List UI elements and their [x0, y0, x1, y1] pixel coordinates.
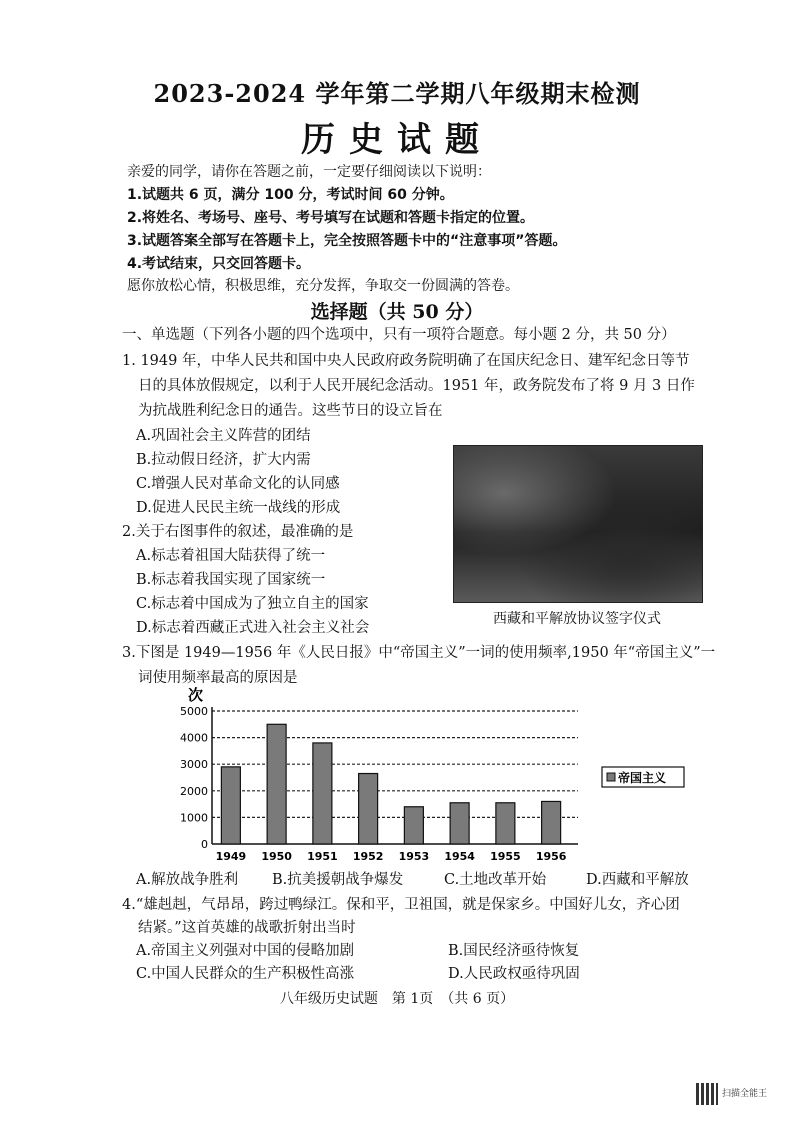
q3-option-a[interactable]: A.解放战争胜利	[136, 872, 239, 888]
q1-stem-line-2: 日的具体放假规定，以利于人民开展纪念活动。1951 年，政务院发布了将 9 月 3 日作	[138, 378, 695, 394]
y-tick-label: 4000	[180, 731, 208, 745]
q3-option-d[interactable]: D.西藏和平解放	[586, 872, 689, 888]
bar	[267, 724, 286, 844]
bar	[404, 807, 423, 844]
tibet-signing-photo	[453, 445, 703, 603]
q2-option-a[interactable]: A.标志着祖国大陆获得了统一	[136, 548, 326, 564]
page-footer: 八年级历史试题 第 1页 （共 6 页）	[279, 991, 515, 1007]
q4-option-a[interactable]: A.帝国主义列强对中国的侵略加剧	[136, 943, 355, 959]
instruction-1: 1.试题共 6 页，满分 100 分，考试时间 60 分钟。	[127, 187, 454, 203]
q1-stem-line-3: 为抗战胜利纪念日的通告。这些节日的设立旨在	[138, 403, 443, 419]
x-tick-label: 1952	[352, 850, 384, 863]
q3-stem-line-1: 3.下图是 1949—1956 年《人民日报》中“帝国主义”一词的使用频率,1950 年“帝国主义”一	[122, 645, 716, 661]
y-tick-label: 1000	[180, 811, 208, 825]
q1-option-d[interactable]: D.促进人民民主统一战线的形成	[136, 500, 341, 516]
y-tick-label: 0	[201, 838, 208, 851]
y-axis-label: 次	[188, 686, 204, 704]
qr-code-icon	[696, 1083, 718, 1105]
q4-stem-line-1: 4.“雄赳赳，气昂昂，跨过鸭绿江。保和平，卫祖国，就是保家乡。中国好儿女，齐心团	[122, 897, 680, 913]
section-part-heading: 一、单选题（下列各小题的四个选项中，只有一项符合题意。每小题 2 分，共 50 分）	[122, 327, 676, 343]
q2-option-d[interactable]: D.标志着西藏正式进入社会主义社会	[136, 620, 370, 636]
scanner-watermark: 扫描全能王	[722, 1089, 768, 1099]
instruction-4: 4.考试结束，只交回答题卡。	[127, 256, 311, 272]
exam-title: 2023-2024 学年第二学期八年级期末检测	[153, 79, 641, 108]
y-tick-label: 5000	[180, 705, 208, 718]
q3-option-b[interactable]: B.抗美援朝战争爆发	[272, 872, 404, 888]
y-tick-label: 2000	[180, 784, 208, 798]
photo-caption: 西藏和平解放协议签字仪式	[493, 611, 661, 627]
subject-title: 历史试题	[301, 120, 493, 160]
instruction-2: 2.将姓名、考场号、座号、考号填写在试题和答题卡指定的位置。	[127, 210, 535, 226]
q1-stem-line-1: 1. 1949 年，中华人民共和国中央人民政府政务院明确了在国庆纪念日、建军纪念日等节	[122, 353, 690, 369]
q4-option-d[interactable]: D.人民政权亟待巩固	[448, 966, 580, 982]
q2-option-b[interactable]: B.标志着我国实现了国家统一	[136, 572, 326, 588]
usage-frequency-chart	[170, 680, 700, 870]
x-tick-label: 1951	[307, 850, 338, 863]
q2-stem: 2.关于右图事件的叙述，最准确的是	[122, 524, 354, 540]
x-tick-label: 1954	[444, 850, 475, 863]
bar	[359, 774, 378, 844]
bar	[221, 767, 240, 844]
y-tick-label: 3000	[180, 758, 208, 772]
bar	[450, 803, 469, 844]
q4-option-b[interactable]: B.国民经济亟待恢复	[448, 943, 580, 959]
legend-label: 帝国主义	[618, 771, 667, 785]
q1-option-c[interactable]: C.增强人民对革命文化的认同感	[136, 476, 340, 492]
q1-option-b[interactable]: B.拉动假日经济，扩大内需	[136, 452, 311, 468]
instruction-3: 3.试题答案全部写在答题卡上，完全按照答题卡中的“注意事项”答题。	[127, 233, 567, 249]
q1-option-a[interactable]: A.巩固社会主义阵营的团结	[136, 428, 311, 444]
bar	[313, 743, 332, 844]
x-tick-label: 1953	[398, 850, 430, 863]
instruction-closing: 愿你放松心情，积极思维，充分发挥，争取交一份圆满的答卷。	[127, 278, 519, 294]
x-tick-label: 1949	[215, 850, 247, 863]
section-title: 选择题（共 50 分）	[310, 301, 484, 323]
q4-option-c[interactable]: C.中国人民群众的生产积极性高涨	[136, 966, 355, 982]
q3-option-c[interactable]: C.土地改革开始	[444, 872, 547, 888]
q2-option-c[interactable]: C.标志着中国成为了独立自主的国家	[136, 596, 369, 612]
bar	[496, 803, 515, 844]
x-tick-label: 1955	[490, 850, 521, 863]
bar	[542, 801, 561, 844]
x-tick-label: 1956	[535, 850, 567, 863]
q3-stem-line-2: 词使用频率最高的原因是	[138, 670, 298, 686]
x-tick-label: 1950	[261, 850, 292, 863]
legend-swatch	[607, 773, 615, 781]
instruction-intro: 亲爱的同学，请你在答题之前，一定要仔细阅读以下说明：	[127, 164, 491, 180]
q4-stem-line-2: 结紧。”这首英雄的战歌折射出当时	[138, 920, 356, 936]
